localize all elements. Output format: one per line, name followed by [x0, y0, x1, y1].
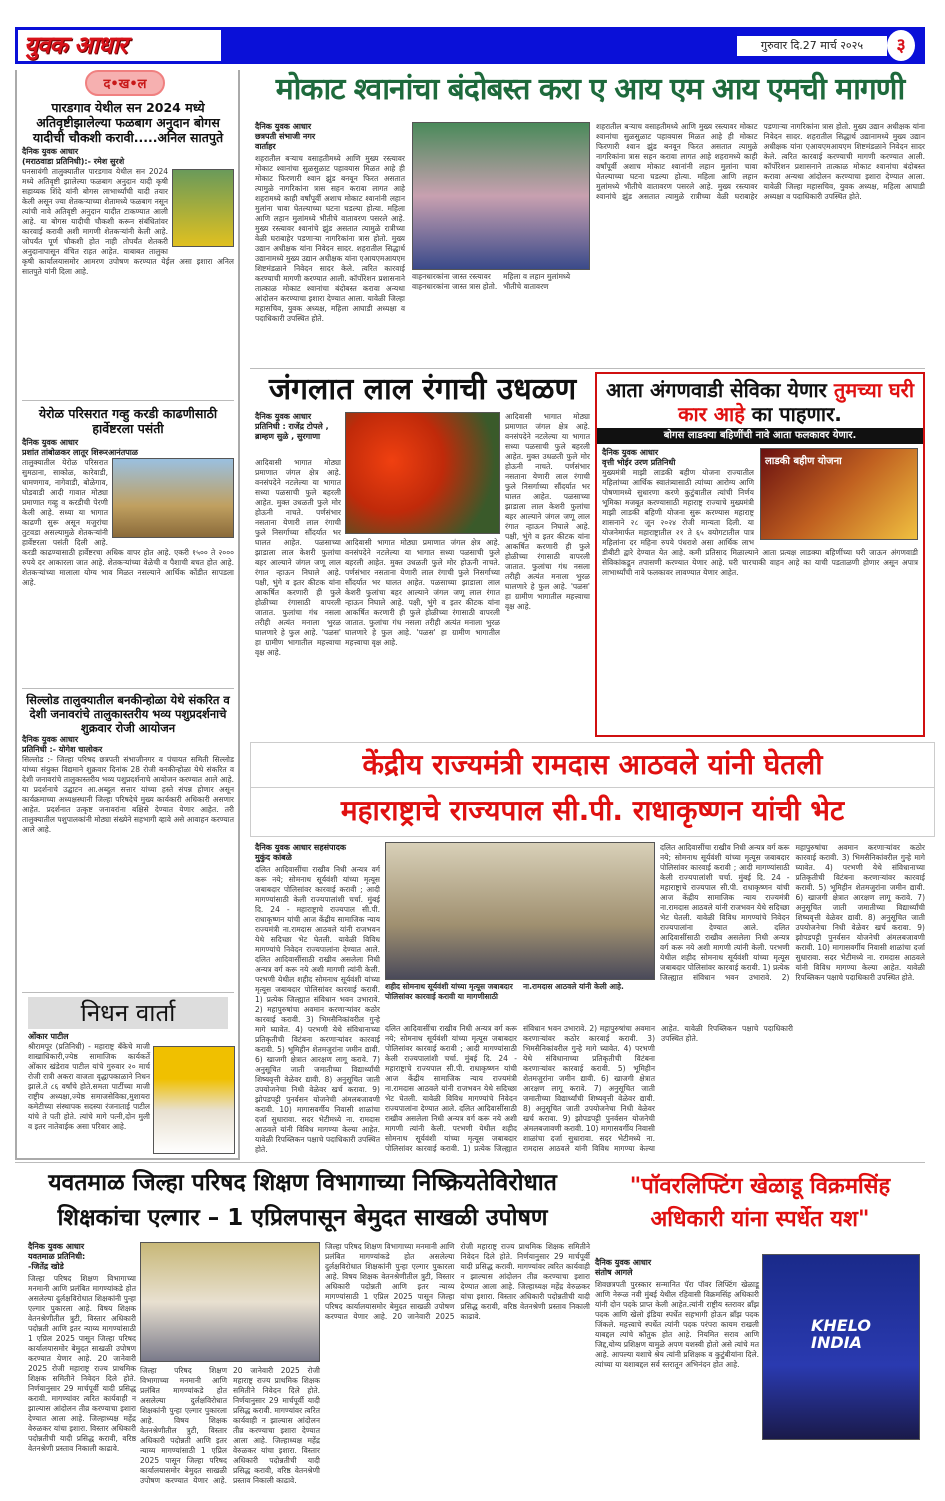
byline: दैनिक युवक आधार: [22, 735, 79, 745]
byline-reporter: मुकुंद कांबळे: [255, 853, 292, 862]
article-body-col1: जिल्हा परिषद शिक्षण विभागाच्या मनमानी आणि प्रलंबित मागण्यांकडे होत असलेल्या दुर्लक्षविरोधात शिक्षकांनी पुन्हा एल्गार पुकारला आहे. विषय शिक्षक वेतनश्रेणीतील त्रुटी, विस्तार अधिकारी पदोन्नती आणि इतर न्याय्य मागण्यांसाठी 1 एप्रिल 2025 पासून जिल्हा परिषद कार्यालयासमोर बेमुदत साखळी उपोषण करण्यात येणार आहे. 20 जानेवारी 2025 रोजी महाराष्ट्र राज्य प्राथमिक शिक्षक समितीने निवेदन दिले होते. निर्णयानुसार 29 मार्चपूर्वी यादी प्रसिद्ध करावी. मागण्यांवर त्वरित कार्यवाही न झाल्यास आंदोलन तीव्र करण्याचा इशारा देण्यात आला आहे. जिल्हाध्यक्ष महेंद्र वेरुळकर यांचा इशारा. विस्तार अधिकारी पदोन्नतीची यादी प्रसिद्ध करावी, वरिष्ठ वेतनश्रेणी प्रस्ताव निकाली काढावे.: [28, 1274, 136, 1453]
byline-reporter: -जितेंद्र खोडे: [28, 1262, 64, 1271]
headline: सिल्लोड तालुक्यातील बनकीन्होळा येथे संकरित व देशी जनावरांचे तालुकास्तरीय भव्य पशुप्रदर्शनाचे शुक्रवार रोजी आयोजन: [26, 693, 230, 735]
photo-caption: वाहनधारकांना जास्त रस्त्यावर वाहनधारकांना जास्त त्रास होतो. महिला व लहान मुलांमध्ये भीतीचे वातावरण: [412, 272, 590, 362]
athawale-byline: [255, 843, 380, 863]
divider: [22, 688, 234, 689]
anganwadi-box: [595, 372, 925, 737]
article-body: घनसावंगी तालुक्यातील पारडगाव येथील सन 2024 मध्ये अतिवृष्टी झालेल्या फळबाग अनुदान यादी कृषी सहाय्यक शिंदे यांनी बोगस लाभार्थ्यांची यादी तयार केली असून ज्या शेतकऱ्याच्या शेतामध्ये फळबाग नसून त्यांची नावे अतिवृष्टी अनुदान यादीत टाकण्यात आली आहे. या बोगस यादीची चौकशी करून संबंधितांवर कारवाई करावी अशी मागणी शेतकऱ्यांनी केली आहे. जोपर्यंत पूर्ण चौकशी होत नाही तोपर्यंत शेतकरी अनुदानापासून वंचित राहत आहेत. याबाबत तालुका कृषी कार्यालयासमोर आमरण उपोषण करण्यात येईल असा इशारा अनिल सातपुते यांनी दिला आहे.: [22, 167, 234, 276]
ladki-bahin-image: [760, 448, 918, 540]
article-body-cont: दलित आदिवासींचा राखीव निधी अन्यत्र वर्ग करू नये; सोमनाथ सूर्यवंशी यांच्या मृत्यूस जबाबदार पोलिसांवर कारवाई करावी ; आदी मागण्यांसाठी केली राज्यपालांशी चर्चा. मुंबई दि. 24 - महाराष्ट्राचे राज्यपाल सी.पी. राधाकृष्णन यांची आज केंद्रीय सामाजिक न्याय राज्यमंत्री ना.रामदास आठवले यांनी राजभवन येथे सदिच्छा भेट घेतली. यावेळी विविध मागण्यांचे निवेदन राज्यपालांना देण्यात आले. दलित आदिवासींसाठी राखीव असलेला निधी अन्यत्र वर्ग करू नये अशी मागणी त्यांनी केली. परभणी येथील शहीद सोमनाथ सूर्यवंशी यांच्या मृत्यूस जबाबदार पोलिसांवर कारवाई करावी. 1) प्रत्येक जिल्ह्यात संविधान भवन उभारावे. 2) महापुरुषांचा अवमान करणाऱ्यांवर कठोर कारवाई करावी. 3) भिमसैनिकांवरील गुन्हे मागे घ्यावेत. 4) परभणी येथे संविधानाच्या प्रतिकृतीची विटंबना करणाऱ्यांवर कारवाई करावी. 5) भूमिहीन शेतमजुरांना जमीन द्यावी. 6) खाजगी क्षेत्रात आरक्षण लागू करावे. 7) अनुसूचित जाती जमातीच्या विद्यार्थ्यांची शिष्यवृत्ती वेळेवर द्यावी. 8) अनुसूचित जाती उपयोजनेचा निधी वेळेवर खर्च करावा. 9) झोपडपट्टी पुनर्वसन योजनेची अंमलबजावणी करावी. 10) मागासवर्गीय निवासी शाळांचा दर्जा सुधारावा. सदर भेटीमध्ये ना. रामदास आठवले यांनी विविध मागण्या केल्या आहेत. यावेळी रिपब्लिकन पक्षाचे पदाधिकारी उपस्थित होते.: [385, 1024, 793, 1153]
section-logo-dakhal: द•ख•ल: [85, 70, 165, 96]
article-body: मुख्यमंत्री माझी लाडकी बहीण योजना राज्यातील महिलांच्या आर्थिक स्वातंत्र्यासाठी त्यांच्या आरोग्य आणि पोषणामध्ये सुधारणा करणे कुटुंबातील त्यांची निर्णय भूमिका मजबूत करण्यासाठी महाराष्ट्र राज्याचे मुख्यमंत्री माझी लाडकी बहिणी योजना सुरू करण्यास महाराष्ट्र शासनाने २८ जून २०२४ रोजी मान्यता दिली. या योजनेमार्फत महाराष्ट्रातील २१ ते ६५ वयोगटातील पात्र महिलांना दर महिना रुपये पंधराशे असा आर्थिक लाभ डीबीटी द्वारे देण्यात येत आहे. कमी प्रतिसाद मिळाल्याने आता प्रत्यक्ष लाडक्या बहिणींच्या घरी जाऊन अंगणवाडी सेविकांकडून तपासणी करण्यात येणार आहे. घरी चारचाकी वाहन आहे का याची पडताळणी होणार असून अपात्र लाभार्थ्यांची नावे फलकावर लावण्यात येणार आहेत.: [602, 468, 918, 577]
divider: [22, 400, 234, 401]
byline: दैनिक युवक आधार: [255, 412, 312, 421]
byline-reporter: संतोष आगले: [595, 1268, 633, 1277]
byline-reporter: वृत्ती भोईर उरण प्रतिनिधी: [602, 458, 676, 467]
obituary-body: श्रीरामपूर (प्रतिनिधी) - महाराष्ट्र बँकेचे माजी शाखाधिकारी,ज्येष्ठ सामाजिक कार्यकर्ते ओंकार खंडेराव पाटील यांचे गुरुवार २० मार्च रोजी रात्री अकरा वाजता वृद्धापकाळाने निधन झाले.ते ८६ वर्षांचे होते.समता पार्टीच्या माजी राष्ट्रीय अध्यक्षा,ज्येष्ठ समाजसेविका,मुशायरा कमेटीच्या संस्थापक सदस्या रंजनाताई पाटील यांचे ते पती होते. त्यांचे मागे पत्नी,दोन मुली व इतर नातेवाईक असा परिवार आहे.: [28, 1042, 150, 1131]
byline: दैनिक युवक आधार: [28, 1242, 85, 1251]
article-body: शिवछत्रपती पुरस्कार सन्मानित पॅरा पॉवर लिफ्टिंग खेळाडू आणि नेरूळ नवी मुंबई येथील रहिवासी विक्रमसिंह अधिकारी यांनी दोन पदके प्राप्त केली आहेत.त्यांनी राष्ट्रीय स्तरावर ब्राँझ पदक आणि खेलो इंडिया स्पर्धेत सहभागी होऊन ब्राँझ पदक जिंकले. महत्त्वाचे स्पर्धेत त्यांनी पदक परंपरा कायम राखली याबद्दल त्यांचे कौतुक होत आहे. नियमित सराव आणि जिद्द,योग्य प्रशिक्षण यामुळे अपण यशस्वी होतो असे त्यांचे मत आहे. आपल्या यशाचे श्रेय त्यांनी प्रशिक्षक व कुटुंबीयांना दिले. त्यांच्या या यशाबद्दल सर्व स्तरातून अभिनंदन होत आहे.: [595, 1280, 759, 1369]
byline: दैनिक युवक आधार सहसंपादक: [255, 843, 347, 852]
article-body-right: जिल्हा परिषद शिक्षण विभागाच्या मनमानी आणि प्रलंबित मागण्यांकडे होत असलेल्या दुर्लक्षविरोधात शिक्षकांनी पुन्हा एल्गार पुकारला आहे. विषय शिक्षक वेतनश्रेणीतील त्रुटी, विस्तार अधिकारी पदोन्नती आणि इतर न्याय्य मागण्यांसाठी 1 एप्रिल 2025 पासून जिल्हा परिषद कार्यालयासमोर बेमुदत साखळी उपोषण करण्यात येणार आहे. 20 जानेवारी 2025 रोजी महाराष्ट्र राज्य प्राथमिक शिक्षक समितीने निवेदन दिले होते. निर्णयानुसार 29 मार्चपूर्वी यादी प्रसिद्ध करावी. मागण्यांवर त्वरित कार्यवाही न झाल्यास आंदोलन तीव्र करण्याचा इशारा देण्यात आला आहे. जिल्हाध्यक्ष महेंद्र वेरुळकर यांचा इशारा. विस्तार अधिकारी पदोन्नतीची यादी प्रसिद्ध करावी, वरिष्ठ वेतनश्रेणी प्रस्ताव निकाली काढावे.: [325, 1242, 590, 1321]
headline-line1: केंद्रीय राज्यमंत्री रामदास आठवले यांनी घेतली: [251, 743, 934, 788]
byline-location: यवतमाळ प्रतिनिधी:: [28, 1252, 86, 1261]
obituary-photo: [153, 1046, 235, 1154]
byline-location: छत्रपती संभाजी नगर: [255, 132, 316, 141]
newspaper-logo: युवक आधार: [18, 30, 221, 61]
byline-reporter: (मराठवाडा प्रतिनिधी):- रमेश सुरशे: [22, 157, 125, 166]
image-label: लाडकी बहीण योजना: [765, 456, 842, 467]
divider: [250, 368, 925, 369]
athawale-headline-box: [250, 742, 935, 837]
obituary: [28, 1032, 234, 1157]
headline-stray-dogs: मोकाट श्वानांचा बंदोबस्त करा ए आय एम आय एमची मागणी: [275, 72, 905, 107]
page-number: ३: [887, 30, 915, 61]
headline-anganwadi: आता अंगणवाडी सेविका येणार तुमच्या घरी कार आहे का पाहणार.: [605, 378, 915, 426]
obituary-title: निधन वार्ता: [80, 999, 176, 1027]
harvester-photo: [112, 458, 234, 538]
headline-forest: जंगलात लाल रंगाची उधळण: [268, 372, 577, 407]
headline-line2: महाराष्ट्राचे राज्यपाल सी.पी. राधाकृष्णन यांची भेट: [340, 794, 845, 827]
byline-reporter: वार्ताहर: [255, 142, 276, 151]
image-label: KHELO INDIA: [811, 1316, 871, 1352]
headline: पारडगाव येथील सन 2024 मध्ये अतिवृष्टीझालेल्या फळबाग अनुदान बोगस यादीची चौकशी करावी.....अनिल सातपुते: [32, 100, 224, 145]
byline: दैनिक युवक आधार: [22, 147, 79, 156]
byline: दैनिक युवक आधार: [595, 1258, 652, 1267]
article-body: शहरातील बऱ्याच वसाहतीमध्ये आणि मुख्य रस्त्यावर मोकाट श्वानांचा सुळसुळाट पहावयास मिळत आहे ही मोकाट फिरणारी श्वान झुंड बनवून फिरत असतात त्यामुळे नागरिकांना त्रास सहन करावा लागत आहे शहरामध्ये काही वर्षांपूर्वी अशाच मोकाट श्वानांनी लहान मुलांना चावा घेतल्याच्या घटना घडल्या होत्या. महिला आणि लहान मुलांमध्ये भीतीचे वातावरण पसरले आहे. मुख्य रस्त्यावर श्वानांचे झुंड असतात त्यामुळे रात्रीच्या वेळी घराबाहेर पडणाऱ्या नागरिकांना त्रास होतो. मुख्य उद्यान अधीक्षक यांना निवेदन सादर. शहरातील सिद्धार्थ उद्यानामध्ये मुख्य उद्यान अधीक्षक यांना एआयएमआयएम शिष्टमंडळाने निवेदन सादर केले. त्वरित कारवाई करण्याची मागणी करण्यात आली. कॉर्पोरेशन प्रशासनाने तात्काळ मोकाट श्वानांचा बंदोबस्त करावा अन्यथा आंदोलन करण्याचा इशारा देण्यात आला. यावेळी जिल्हा महासचिव, युवक अध्यक्ष, महिला आघाडी अध्यक्षा व पदाधिकारी उपस्थित होते.: [255, 154, 405, 323]
teachers-memorandum-photo: [140, 1242, 320, 1362]
article-pardgaon: [22, 100, 234, 392]
headline-yavatmal: यवतमाळ जिल्हा परिषद शिक्षण विभागाच्या निष्क्रियतेविरोधात शिक्षकांचा एल्गार – 1 एप्रिलपासून बेमुदत साखळी उपोषण: [48, 1170, 557, 1231]
reporter-photo: [172, 169, 234, 247]
byline: दैनिक युवक आधार: [22, 438, 79, 447]
memorandum-photo: [412, 122, 590, 270]
yavatmal-byline: [28, 1242, 138, 1272]
article-body: तालुक्यातील येरोळ परिसरात सुमठाना, साकोळ, कारेवाडी, धामणगाव, नागेवाडी, बोळेगाव, घोडवाडी आदी गावात मोठ्या प्रमाणात गव्हु व करडीची पेरणी केली आहे. सध्या या भागात काढणी सुरू असून मजुरांचा तुटवडा असल्यामुळे शेतकऱ्यांनी हार्वेष्टरला पसंती दिली आहे. करडी काढण्यासाठी हार्वेष्टरचा अधिक वापर होत आहे. एकरी १५०० ते २००० रुपये दर आकारला जात आहे. शेतकऱ्यांच्या वेळेची व पैशाची बचत होत आहे. शेतकऱ्यांच्या मालाला योग्य भाव मिळत नसल्याने आर्थिक कोंडीत सापडला आहे.: [22, 458, 234, 587]
article-sillod: [22, 694, 234, 985]
article-stray-dogs-col1: [255, 122, 405, 152]
article-body-cont: जिल्हा परिषद शिक्षण विभागाच्या मनमानी आणि प्रलंबित मागण्यांकडे होत असलेल्या दुर्लक्षविरोधात शिक्षकांनी पुन्हा एल्गार पुकारला आहे. विषय शिक्षक वेतनश्रेणीतील त्रुटी, विस्तार अधिकारी पदोन्नती आणि इतर न्याय्य मागण्यांसाठी 1 एप्रिल 2025 पासून जिल्हा परिषद कार्यालयासमोर बेमुदत साखळी उपोषण करण्यात येणार आहे. 20 जानेवारी 2025 रोजी महाराष्ट्र राज्य प्राथमिक शिक्षक समितीने निवेदन दिले होते. निर्णयानुसार 29 मार्चपूर्वी यादी प्रसिद्ध करावी. मागण्यांवर त्वरित कार्यवाही न झाल्यास आंदोलन तीव्र करण्याचा इशारा देण्यात आला आहे. जिल्हाध्यक्ष महेंद्र वेरुळकर यांचा इशारा. विस्तार अधिकारी पदोन्नतीची यादी प्रसिद्ध करावी, वरिष्ठ वेतनश्रेणी प्रस्ताव निकाली काढावे.: [140, 1366, 320, 1485]
article-body: आदिवासी भागात मोठ्या प्रमाणात जंगल क्षेत्र आहे. वनसंपदेने नटलेल्या या भागात सध्या पळसाची फुले बहरली आहेत. मुक्त उधळती फुले मोर होऊनी नाचते. पर्णसंभार नसताना येणारी लाल रंगाची फुले निसर्गाच्या सौंदर्यात भर घालत आहेत. पळसाच्या झाडाला लाल केशरी फुलांचा बहर आल्याने जंगल जणू लाल रंगात न्हाऊन निघाले आहे. पक्षी, भुंगे व इतर कीटक यांना आकर्षित करणारी ही फुले होळीच्या रंगासाठी वापरली जातात. फुलांचा गंध नसला तरीही अत्यंत मनाला भुरळ घालणारे हे फुल आहे. 'पळस' हा ग्रामीण भागातील महत्त्वाचा वृक्ष आहे.: [255, 458, 341, 657]
article-body-right: शहरातील बऱ्याच वसाहतीमध्ये आणि मुख्य रस्त्यावर मोकाट श्वानांचा सुळसुळाट पहावयास मिळत आहे ही मोकाट फिरणारी श्वान झुंड बनवून फिरत असतात त्यामुळे नागरिकांना त्रास सहन करावा लागत आहे शहरामध्ये काही वर्षांपूर्वी अशाच मोकाट श्वानांनी लहान मुलांना चावा घेतल्याच्या घटना घडल्या होत्या. महिला आणि लहान मुलांमध्ये भीतीचे वातावरण पसरले आहे. मुख्य रस्त्यावर श्वानांचे झुंड असतात त्यामुळे रात्रीच्या वेळी घराबाहेर पडणाऱ्या नागरिकांना त्रास होतो. मुख्य उद्यान अधीक्षक यांना निवेदन सादर. शहरातील सिद्धार्थ उद्यानामध्ये मुख्य उद्यान अधीक्षक यांना एआयएमआयएम शिष्टमंडळाने निवेदन सादर केले. त्वरित कारवाई करण्याची मागणी करण्यात आली. कॉर्पोरेशन प्रशासनाने तात्काळ मोकाट श्वानांचा बंदोबस्त करावा अन्यथा आंदोलन करण्याचा इशारा देण्यात आला. यावेळी जिल्हा महासचिव, युवक अध्यक्ष, महिला आघाडी अध्यक्षा व पदाधिकारी उपस्थित होते.: [596, 122, 925, 201]
byline-reporter: प्रतिनिधी :- योगेश चालोकर: [22, 745, 103, 755]
obituary-name: ओंकार पाटील: [28, 1032, 69, 1041]
article-body-middle: आदिवासी भागात मोठ्या प्रमाणात जंगल क्षेत्र आहे. वनसंपदेने नटलेल्या या भागात सध्या पळसाची फुले बहरली आहेत. मुक्त उधळती फुले मोर होऊनी नाचते. पर्णसंभार नसताना येणारी लाल रंगाची फुले निसर्गाच्या सौंदर्यात भर घालत आहेत. पळसाच्या झाडाला लाल केशरी फुलांचा बहर आल्याने जंगल जणू लाल रंगात न्हाऊन निघाले आहे. पक्षी, भुंगे व इतर कीटक यांना आकर्षित करणारी ही फुले होळीच्या रंगासाठी वापरली जातात. फुलांचा गंध नसला तरीही अत्यंत मनाला भुरळ घालणारे हे फुल आहे. 'पळस' हा ग्रामीण भागातील महत्त्वाचा वृक्ष आहे.: [345, 538, 500, 647]
photo-caption: शहीद सोमनाथ सूर्यवंशी यांच्या मृत्यूस जबाबदार पोलिसांवर कारवाई करावी या मागणीसाठी ना.रामदास आठवले यांनी केली आहे.: [385, 982, 624, 1001]
divider: [22, 992, 234, 993]
byline: दैनिक युवक आधार: [602, 448, 659, 457]
subheadline: बोगस लाडक्या बहिणींची नावे आता फलकावर येणार.: [597, 428, 923, 444]
palash-flowers-photo: [345, 412, 500, 534]
article-yerol: [22, 406, 234, 678]
headline: येरोळ परिसरात गव्हु करडी काढणीसाठी हार्वेष्टरला पसंती: [38, 406, 218, 436]
forest-byline: [255, 412, 341, 442]
article-body: सिल्लोड :- जिल्हा परिषद छत्रपती संभाजीनगर व पंचायत समिती सिल्लोड यांच्या संयुक्त विद्यमाने शुक्रवार दिनांक 28 रोजी बनकीन्होळा येथे संकरित व देशी जनावरांचे तालुकास्तरीय भव्य पशुप्रदर्शनाचे आयोजन करण्यात आले आहे. या प्रदर्शनाचे उद्घाटन आ.अब्दुल सत्तार यांच्या हस्ते संपन्न होणार असून कार्यक्रमाच्या अध्यक्षस्थानी जिल्हा परिषदेचे मुख्य कार्यकारी अधिकारी असणार आहेत. प्रदर्शनात उत्कृष्ट जनावरांना बक्षिसे देण्यात येणार आहेत. तरी तालुक्यातील पशुपालकांनी मोठ्या संख्येने सहभागी व्हावे असे आवाहन करण्यात आले आहे.: [22, 755, 234, 835]
obituary-title-box: [28, 997, 228, 1029]
anganwadi-article: [597, 444, 923, 713]
article-body-right: दलित आदिवासींचा राखीव निधी अन्यत्र वर्ग करू नये; सोमनाथ सूर्यवंशी यांच्या मृत्यूस जबाबदार पोलिसांवर कारवाई करावी ; आदी मागण्यांसाठी केली राज्यपालांशी चर्चा. मुंबई दि. 24 - महाराष्ट्राचे राज्यपाल सी.पी. राधाकृष्णन यांची आज केंद्रीय सामाजिक न्याय राज्यमंत्री ना.रामदास आठवले यांनी राजभवन येथे सदिच्छा भेट घेतली. यावेळी विविध मागण्यांचे निवेदन राज्यपालांना देण्यात आले. दलित आदिवासींसाठी राखीव असलेला निधी अन्यत्र वर्ग करू नये अशी मागणी त्यांनी केली. परभणी येथील शहीद सोमनाथ सूर्यवंशी यांच्या मृत्यूस जबाबदार पोलिसांवर कारवाई करावी. 1) प्रत्येक जिल्ह्यात संविधान भवन उभारावे. 2) महापुरुषांचा अवमान करणाऱ्यांवर कठोर कारवाई करावी. 3) भिमसैनिकांवरील गुन्हे मागे घ्यावेत. 4) परभणी येथे संविधानाच्या प्रतिकृतीची विटंबना करणाऱ्यांवर कारवाई करावी. 5) भूमिहीन शेतमजुरांना जमीन द्यावी. 6) खाजगी क्षेत्रात आरक्षण लागू करावे. 7) अनुसूचित जाती जमातीच्या विद्यार्थ्यांची शिष्यवृत्ती वेळेवर द्यावी. 8) अनुसूचित जाती उपयोजनेचा निधी वेळेवर खर्च करावा. 9) झोपडपट्टी पुनर्वसन योजनेची अंमलबजावणी करावी. 10) मागासवर्गीय निवासी शाळांचा दर्जा सुधारावा. सदर भेटीमध्ये ना. रामदास आठवले यांनी विविध मागण्या केल्या आहेत. यावेळी रिपब्लिकन पक्षाचे पदाधिकारी उपस्थित होते.: [660, 843, 925, 982]
powerlifting-article: [595, 1258, 755, 1278]
article-body-col1: दलित आदिवासींचा राखीव निधी अन्यत्र वर्ग करू नये; सोमनाथ सूर्यवंशी यांच्या मृत्यूस जबाबदार पोलिसांवर कारवाई करावी ; आदी मागण्यांसाठी केली राज्यपालांशी चर्चा. मुंबई दि. 24 - महाराष्ट्राचे राज्यपाल सी.पी. राधाकृष्णन यांची आज केंद्रीय सामाजिक न्याय राज्यमंत्री ना.रामदास आठवले यांनी राजभवन येथे सदिच्छा भेट घेतली. यावेळी विविध मागण्यांचे निवेदन राज्यपालांना देण्यात आले. दलित आदिवासींसाठी राखीव असलेला निधी अन्यत्र वर्ग करू नये अशी मागणी त्यांनी केली. परभणी येथील शहीद सोमनाथ सूर्यवंशी यांच्या मृत्यूस जबाबदार पोलिसांवर कारवाई करावी. 1) प्रत्येक जिल्ह्यात संविधान भवन उभारावे. 2) महापुरुषांचा अवमान करणाऱ्यांवर कठोर कारवाई करावी. 3) भिमसैनिकांवरील गुन्हे मागे घ्यावेत. 4) परभणी येथे संविधानाच्या प्रतिकृतीची विटंबना करणाऱ्यांवर कारवाई करावी. 5) भूमिहीन शेतमजुरांना जमीन द्यावी. 6) खाजगी क्षेत्रात आरक्षण लागू करावे. 7) अनुसूचित जाती जमातीच्या विद्यार्थ्यांची शिष्यवृत्ती वेळेवर द्यावी. 8) अनुसूचित जाती उपयोजनेचा निधी वेळेवर खर्च करावा. 9) झोपडपट्टी पुनर्वसन योजनेची अंमलबजावणी करावी. 10) मागासवर्गीय निवासी शाळांचा दर्जा सुधारावा. सदर भेटीमध्ये ना. रामदास आठवले यांनी विविध मागण्या केल्या आहेत. यावेळी रिपब्लिकन पक्षाचे पदाधिकारी उपस्थित होते.: [255, 865, 380, 1154]
divider: [15, 1162, 925, 1163]
governor-meeting-photo: [385, 842, 655, 980]
issue-date: गुरुवार दि.27 मार्च २०२५: [737, 36, 887, 56]
byline: दैनिक युवक आधार: [255, 122, 312, 131]
headline-powerlifting: "पॉवरलिफ्टिंग खेळाडू विक्रमसिंह अधिकारी यांना स्पर्धेत यश": [629, 1174, 891, 1232]
masthead: [15, 27, 925, 64]
byline-reporter: प्रशांत तांबोळकर लातूर शिरूरआनंतपाळ: [22, 448, 138, 457]
byline-reporter: प्रतिनिधी : राजेंद्र टोपले , ब्राम्हण सुळे , सुरगाणा: [255, 422, 329, 441]
article-body-right: आदिवासी भागात मोठ्या प्रमाणात जंगल क्षेत्र आहे. वनसंपदेने नटलेल्या या भागात सध्या पळसाची फुले बहरली आहेत. मुक्त उधळती फुले मोर होऊनी नाचते. पर्णसंभार नसताना येणारी लाल रंगाची फुले निसर्गाच्या सौंदर्यात भर घालत आहेत. पळसाच्या झाडाला लाल केशरी फुलांचा बहर आल्याने जंगल जणू लाल रंगात न्हाऊन निघाले आहे. पक्षी, भुंगे व इतर कीटक यांना आकर्षित करणारी ही फुले होळीच्या रंगासाठी वापरली जातात. फुलांचा गंध नसला तरीही अत्यंत मनाला भुरळ घालणारे हे फुल आहे. 'पळस' हा ग्रामीण भागातील महत्त्वाचा वृक्ष आहे.: [505, 412, 590, 611]
